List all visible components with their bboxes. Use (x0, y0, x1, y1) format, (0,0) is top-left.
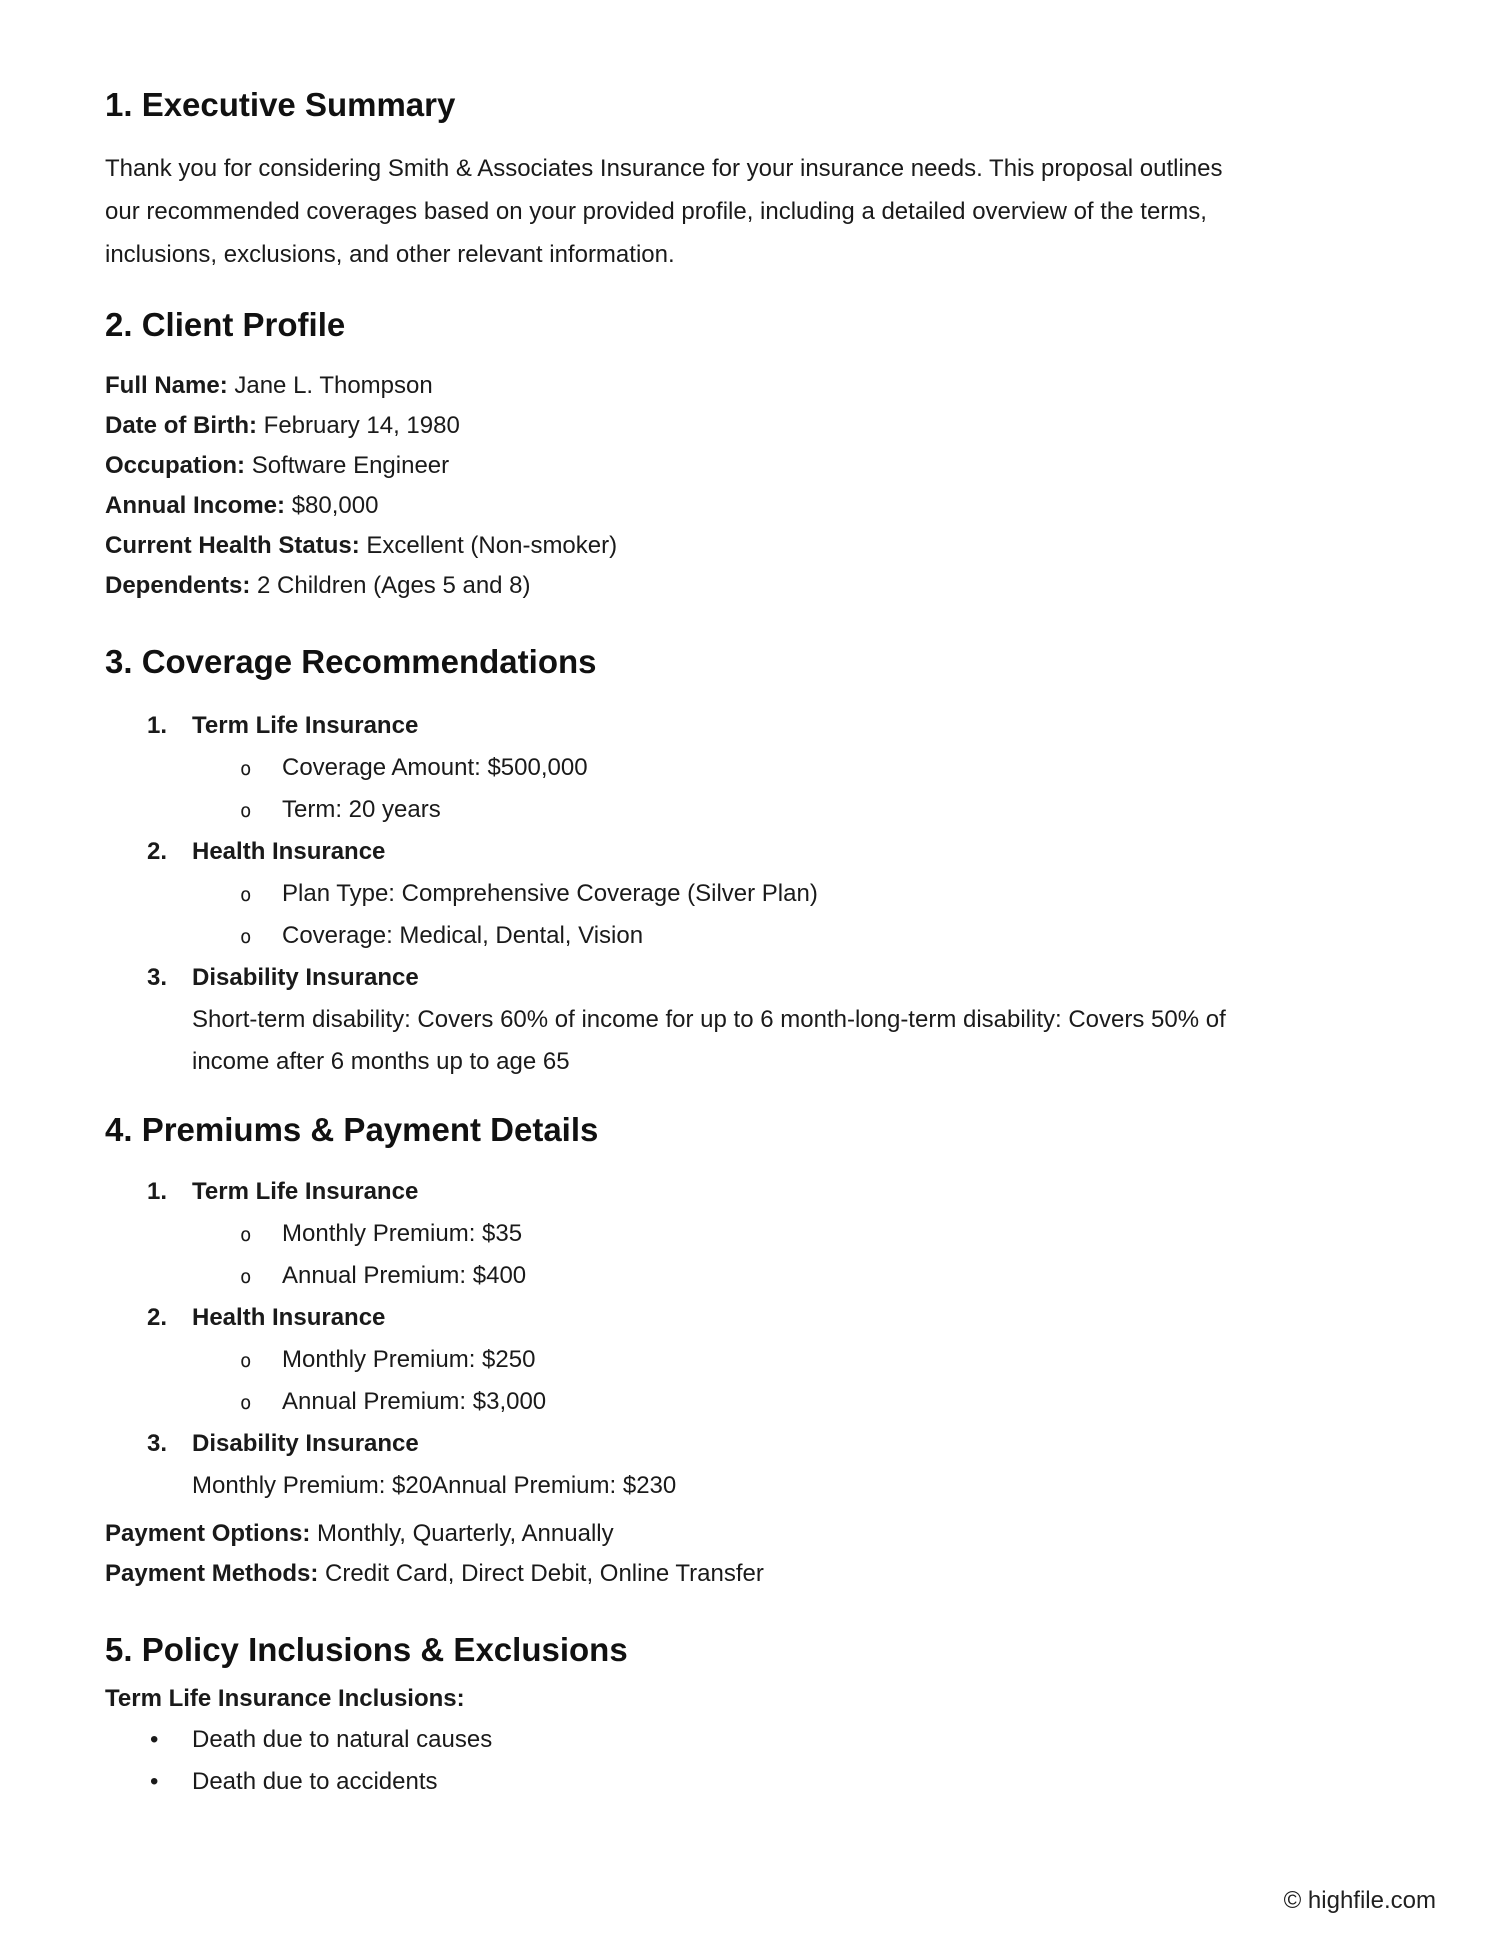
sub-list-item (105, 1381, 1395, 1423)
section-heading-policy: 5. Policy Inclusions & Exclusions (105, 1631, 628, 1668)
sub-item-text: Plan Type: Comprehensive Coverage (Silver Plan) (282, 880, 818, 907)
executive-summary-paragraph (105, 147, 1395, 276)
footer-credit: © highfile.com (1283, 1887, 1436, 1914)
sub-list-item (105, 915, 1395, 957)
profile-field-health-status (105, 526, 1395, 566)
circle-bullet-icon: o (240, 1392, 252, 1414)
profile-field-dependents (105, 566, 1395, 606)
circle-bullet-icon: o (240, 1266, 252, 1288)
field-label: Annual Income: (105, 492, 286, 519)
circle-bullet-icon: o (240, 1224, 252, 1246)
bullet-item (105, 1719, 1395, 1761)
field-label: Occupation: (105, 452, 246, 479)
paragraph-line: inclusions, exclusions, and other relevant information. (105, 241, 675, 268)
client-profile-fields (105, 366, 1395, 606)
section-heading-coverage-recommendations: 3. Coverage Recommendations (105, 643, 597, 680)
circle-bullet-icon: o (240, 926, 252, 948)
sub-item-text: Monthly Premium: $250 (282, 1346, 536, 1373)
field-label: Payment Options: (105, 1520, 311, 1547)
field-value: February 14, 1980 (263, 412, 460, 439)
sub-item-text: Coverage: Medical, Dental, Vision (282, 922, 644, 949)
list-item-note-line: Monthly Premium: $20Annual Premium: $230 (192, 1472, 677, 1499)
paragraph-line: Thank you for considering Smith & Associates Insurance for your insurance needs. This proposal outlines (105, 155, 1223, 182)
section-heading-client-profile: 2. Client Profile (105, 306, 346, 343)
sub-list-item (105, 1339, 1395, 1381)
field-value: $80,000 (291, 492, 379, 519)
coverage-recommendations-list (105, 705, 1395, 1083)
disc-bullet-icon: • (150, 1768, 159, 1795)
circle-bullet-icon: o (240, 1350, 252, 1372)
list-item-note-line: income after 6 months up to age 65 (192, 1048, 570, 1075)
policy-bullet-list (105, 1719, 1395, 1803)
disc-bullet-icon: • (150, 1726, 159, 1753)
list-item-title: Health Insurance (192, 838, 386, 865)
profile-field-full-name (105, 366, 1395, 406)
list-item-title: Disability Insurance (192, 1430, 419, 1457)
sub-item-text: Annual Premium: $3,000 (282, 1388, 547, 1415)
field-label: Payment Methods: (105, 1560, 319, 1587)
list-item-term-life-premium (105, 1171, 1395, 1213)
field-value: Jane L. Thompson (234, 372, 433, 399)
paragraph-line: our recommended coverages based on your provided profile, including a detailed overview of the terms, (105, 198, 1207, 225)
circle-bullet-icon: o (240, 758, 252, 780)
field-value: Excellent (Non-smoker) (366, 532, 618, 559)
list-item-health-premium (105, 1297, 1395, 1339)
sub-list-item (105, 747, 1395, 789)
list-number: 2. (147, 838, 168, 865)
profile-field-occupation (105, 446, 1395, 486)
field-value: Credit Card, Direct Debit, Online Transfer (325, 1560, 764, 1587)
section-heading-premiums: 4. Premiums & Payment Details (105, 1111, 599, 1148)
profile-field-annual-income (105, 486, 1395, 526)
list-item-note-line: Short-term disability: Covers 60% of income for up to 6 month-long-term disability: Covers 50% of (192, 1006, 1226, 1033)
list-item-title: Disability Insurance (192, 964, 419, 991)
list-number: 3. (147, 1430, 168, 1457)
section-heading-executive-summary: 1. Executive Summary (105, 86, 456, 123)
payment-details (105, 1514, 1395, 1594)
sub-list-item (105, 873, 1395, 915)
field-label: Current Health Status: (105, 532, 360, 559)
payment-methods-line (105, 1554, 1395, 1594)
list-item-disability-premium (105, 1423, 1395, 1465)
sub-item-text: Monthly Premium: $35 (282, 1220, 523, 1247)
sub-item-text: Coverage Amount: $500,000 (282, 754, 588, 781)
sub-list-item (105, 1213, 1395, 1255)
field-label: Date of Birth: (105, 412, 257, 439)
list-item-disability (105, 957, 1395, 999)
list-number: 2. (147, 1304, 168, 1331)
list-item-title: Term Life Insurance (192, 1178, 419, 1205)
list-item-health (105, 831, 1395, 873)
circle-bullet-icon: o (240, 884, 252, 906)
payment-options-line (105, 1514, 1395, 1554)
policy-subheading: Term Life Insurance Inclusions: (105, 1685, 465, 1712)
bullet-item-text: Death due to natural causes (192, 1726, 493, 1753)
premiums-list (105, 1171, 1395, 1507)
profile-field-date-of-birth (105, 406, 1395, 446)
circle-bullet-icon: o (240, 800, 252, 822)
bullet-item-text: Death due to accidents (192, 1768, 438, 1795)
field-value: 2 Children (Ages 5 and 8) (257, 572, 531, 599)
list-number: 3. (147, 964, 168, 991)
field-label: Full Name: (105, 372, 228, 399)
field-value: Software Engineer (251, 452, 450, 479)
bullet-item (105, 1761, 1395, 1803)
sub-item-text: Term: 20 years (282, 796, 441, 823)
list-number: 1. (147, 1178, 168, 1205)
field-value: Monthly, Quarterly, Annually (317, 1520, 614, 1547)
list-number: 1. (147, 712, 168, 739)
field-label: Dependents: (105, 572, 251, 599)
list-item-title: Term Life Insurance (192, 712, 419, 739)
sub-item-text: Annual Premium: $400 (282, 1262, 527, 1289)
sub-list-item (105, 789, 1395, 831)
list-item-term-life (105, 705, 1395, 747)
list-item-title: Health Insurance (192, 1304, 386, 1331)
sub-list-item (105, 1255, 1395, 1297)
